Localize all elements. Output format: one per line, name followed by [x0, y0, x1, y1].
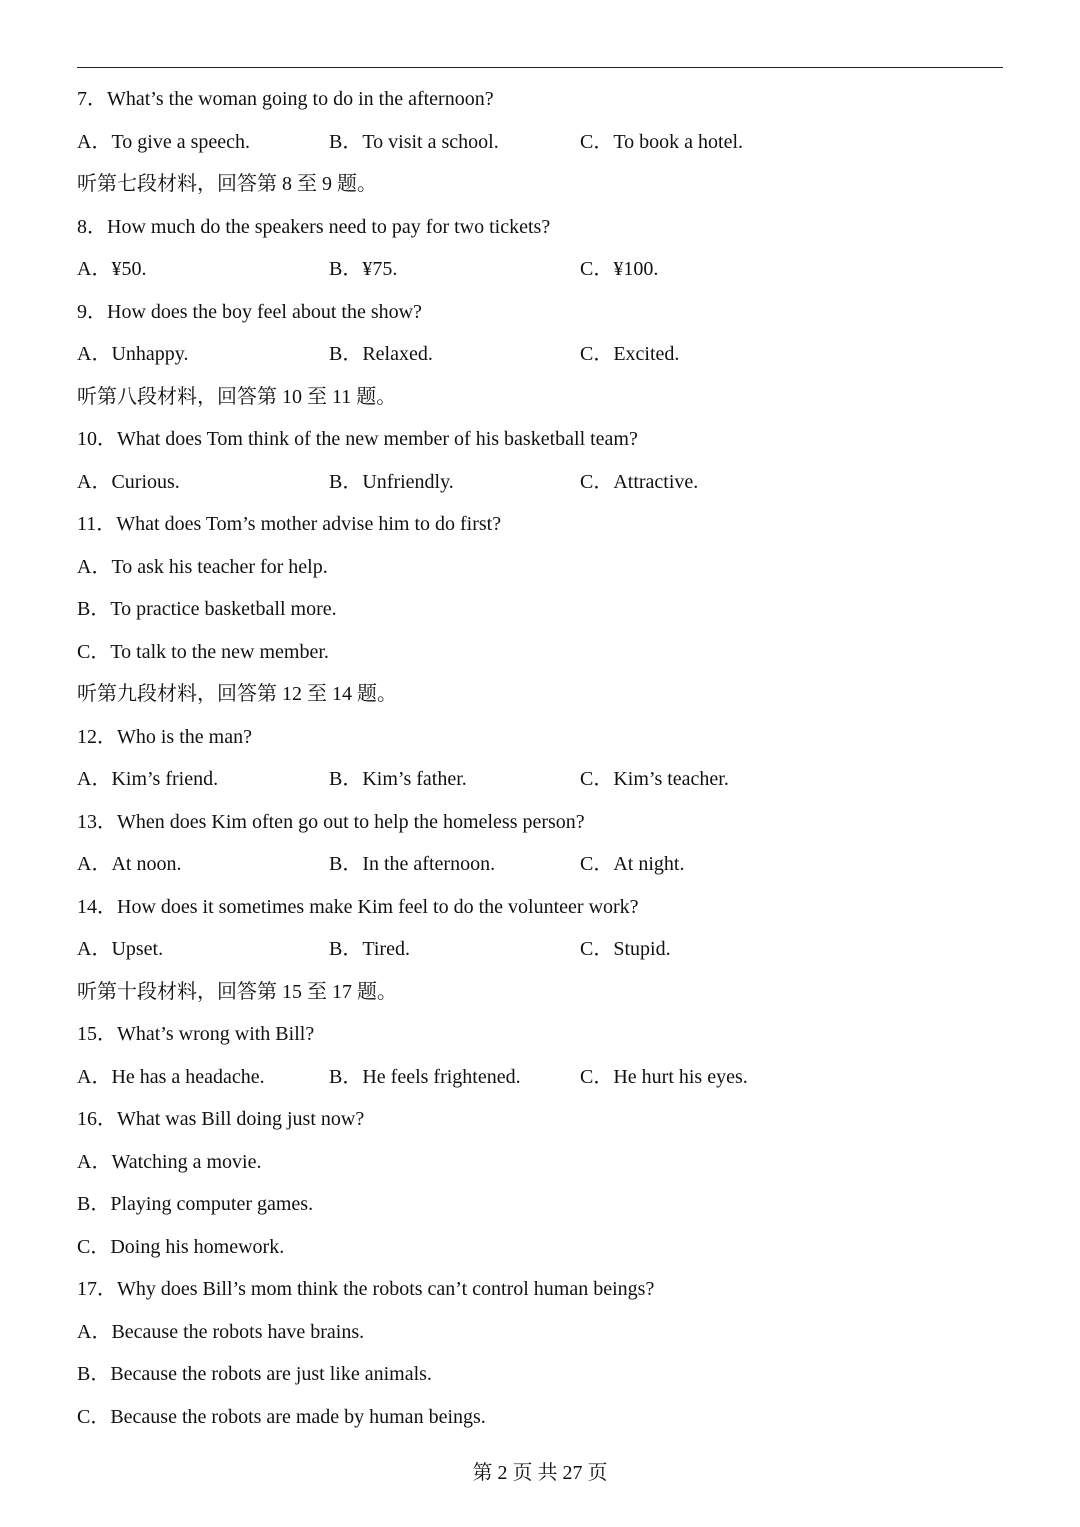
answer-options-row [77, 333, 1007, 376]
option-b: B．Relaxed. [329, 343, 433, 365]
option-a: A．He has a headache. [77, 1065, 265, 1088]
option-c: C．Attractive. [580, 470, 699, 493]
header-rule [77, 67, 1003, 68]
question-text: 7．What’s the woman going to do in the afternoon? [77, 88, 494, 110]
section-instruction: 听第十段材料，回答第 15 至 17 题。 [77, 980, 397, 1003]
option-a: A．¥50. [77, 258, 147, 280]
option-b: B．He feels frightened. [329, 1065, 521, 1088]
option-a: A．At noon. [77, 853, 182, 875]
answer-options-row [77, 1056, 1007, 1099]
option-a: A．Kim’s friend. [77, 768, 219, 790]
answer-option: B．Playing computer games. [77, 1193, 314, 1215]
option-a: A．Upset. [77, 938, 164, 960]
option-b: B．In the afternoon. [329, 853, 496, 875]
answer-options-row [77, 928, 1007, 971]
section-instruction: 听第九段材料，回答第 12 至 14 题。 [77, 683, 397, 705]
document-body [77, 78, 1007, 1438]
answer-options-row [77, 758, 1007, 801]
answer-options-row [77, 121, 1007, 164]
answer-option: C．Because the robots are made by human beings. [77, 1405, 486, 1428]
section-instruction: 听第八段材料，回答第 10 至 11 题。 [77, 385, 397, 408]
option-c: C．He hurt his eyes. [580, 1065, 748, 1088]
option-c: C．Stupid. [580, 938, 671, 960]
option-a: A．Unhappy. [77, 343, 189, 365]
question-text: 13．When does Kim often go out to help the homeless person? [77, 810, 585, 833]
option-b: B．Unfriendly. [329, 470, 454, 493]
question-text: 12．Who is the man? [77, 725, 252, 748]
answer-options-row [77, 461, 1007, 504]
option-a: A．To give a speech. [77, 130, 250, 153]
question-text: 10．What does Tom think of the new member of his basketball team? [77, 428, 638, 450]
option-b: B．¥75. [329, 258, 398, 280]
answer-option: C．To talk to the new member. [77, 640, 329, 663]
option-a: A．Curious. [77, 470, 180, 493]
question-text: 14．How does it sometimes make Kim feel to do the volunteer work? [77, 895, 639, 918]
question-text: 11．What does Tom’s mother advise him to do first? [77, 513, 502, 535]
question-text: 9．How does the boy feel about the show? [77, 300, 422, 323]
question-text: 16．What was Bill doing just now? [77, 1108, 365, 1130]
option-c: C．At night. [580, 853, 685, 875]
option-c: C．To book a hotel. [580, 130, 744, 153]
option-b: B．To visit a school. [329, 130, 499, 153]
option-b: B．Kim’s father. [329, 768, 467, 790]
question-text: 17．Why does Bill’s mom think the robots can’t control human beings? [77, 1278, 655, 1300]
answer-option: A．To ask his teacher for help. [77, 555, 328, 578]
answer-option: A．Watching a movie. [77, 1150, 262, 1173]
answer-options-row [77, 843, 1007, 886]
answer-option: A．Because the robots have brains. [77, 1320, 365, 1343]
option-c: C．¥100. [580, 258, 659, 280]
question-text: 15．What’s wrong with Bill? [77, 1023, 315, 1045]
option-c: C．Excited. [580, 343, 680, 365]
answer-options-row [77, 248, 1007, 291]
answer-option: B．To practice basketball more. [77, 598, 337, 620]
answer-option: C．Doing his homework. [77, 1235, 285, 1258]
question-text: 8．How much do the speakers need to pay for two tickets? [77, 215, 551, 238]
option-c: C．Kim’s teacher. [580, 768, 729, 790]
answer-option: B．Because the robots are just like animals. [77, 1363, 432, 1385]
page-footer: 第 2 页 共 27 页 [472, 1462, 608, 1484]
option-b: B．Tired. [329, 938, 410, 960]
section-instruction: 听第七段材料，回答第 8 至 9 题。 [77, 173, 377, 195]
